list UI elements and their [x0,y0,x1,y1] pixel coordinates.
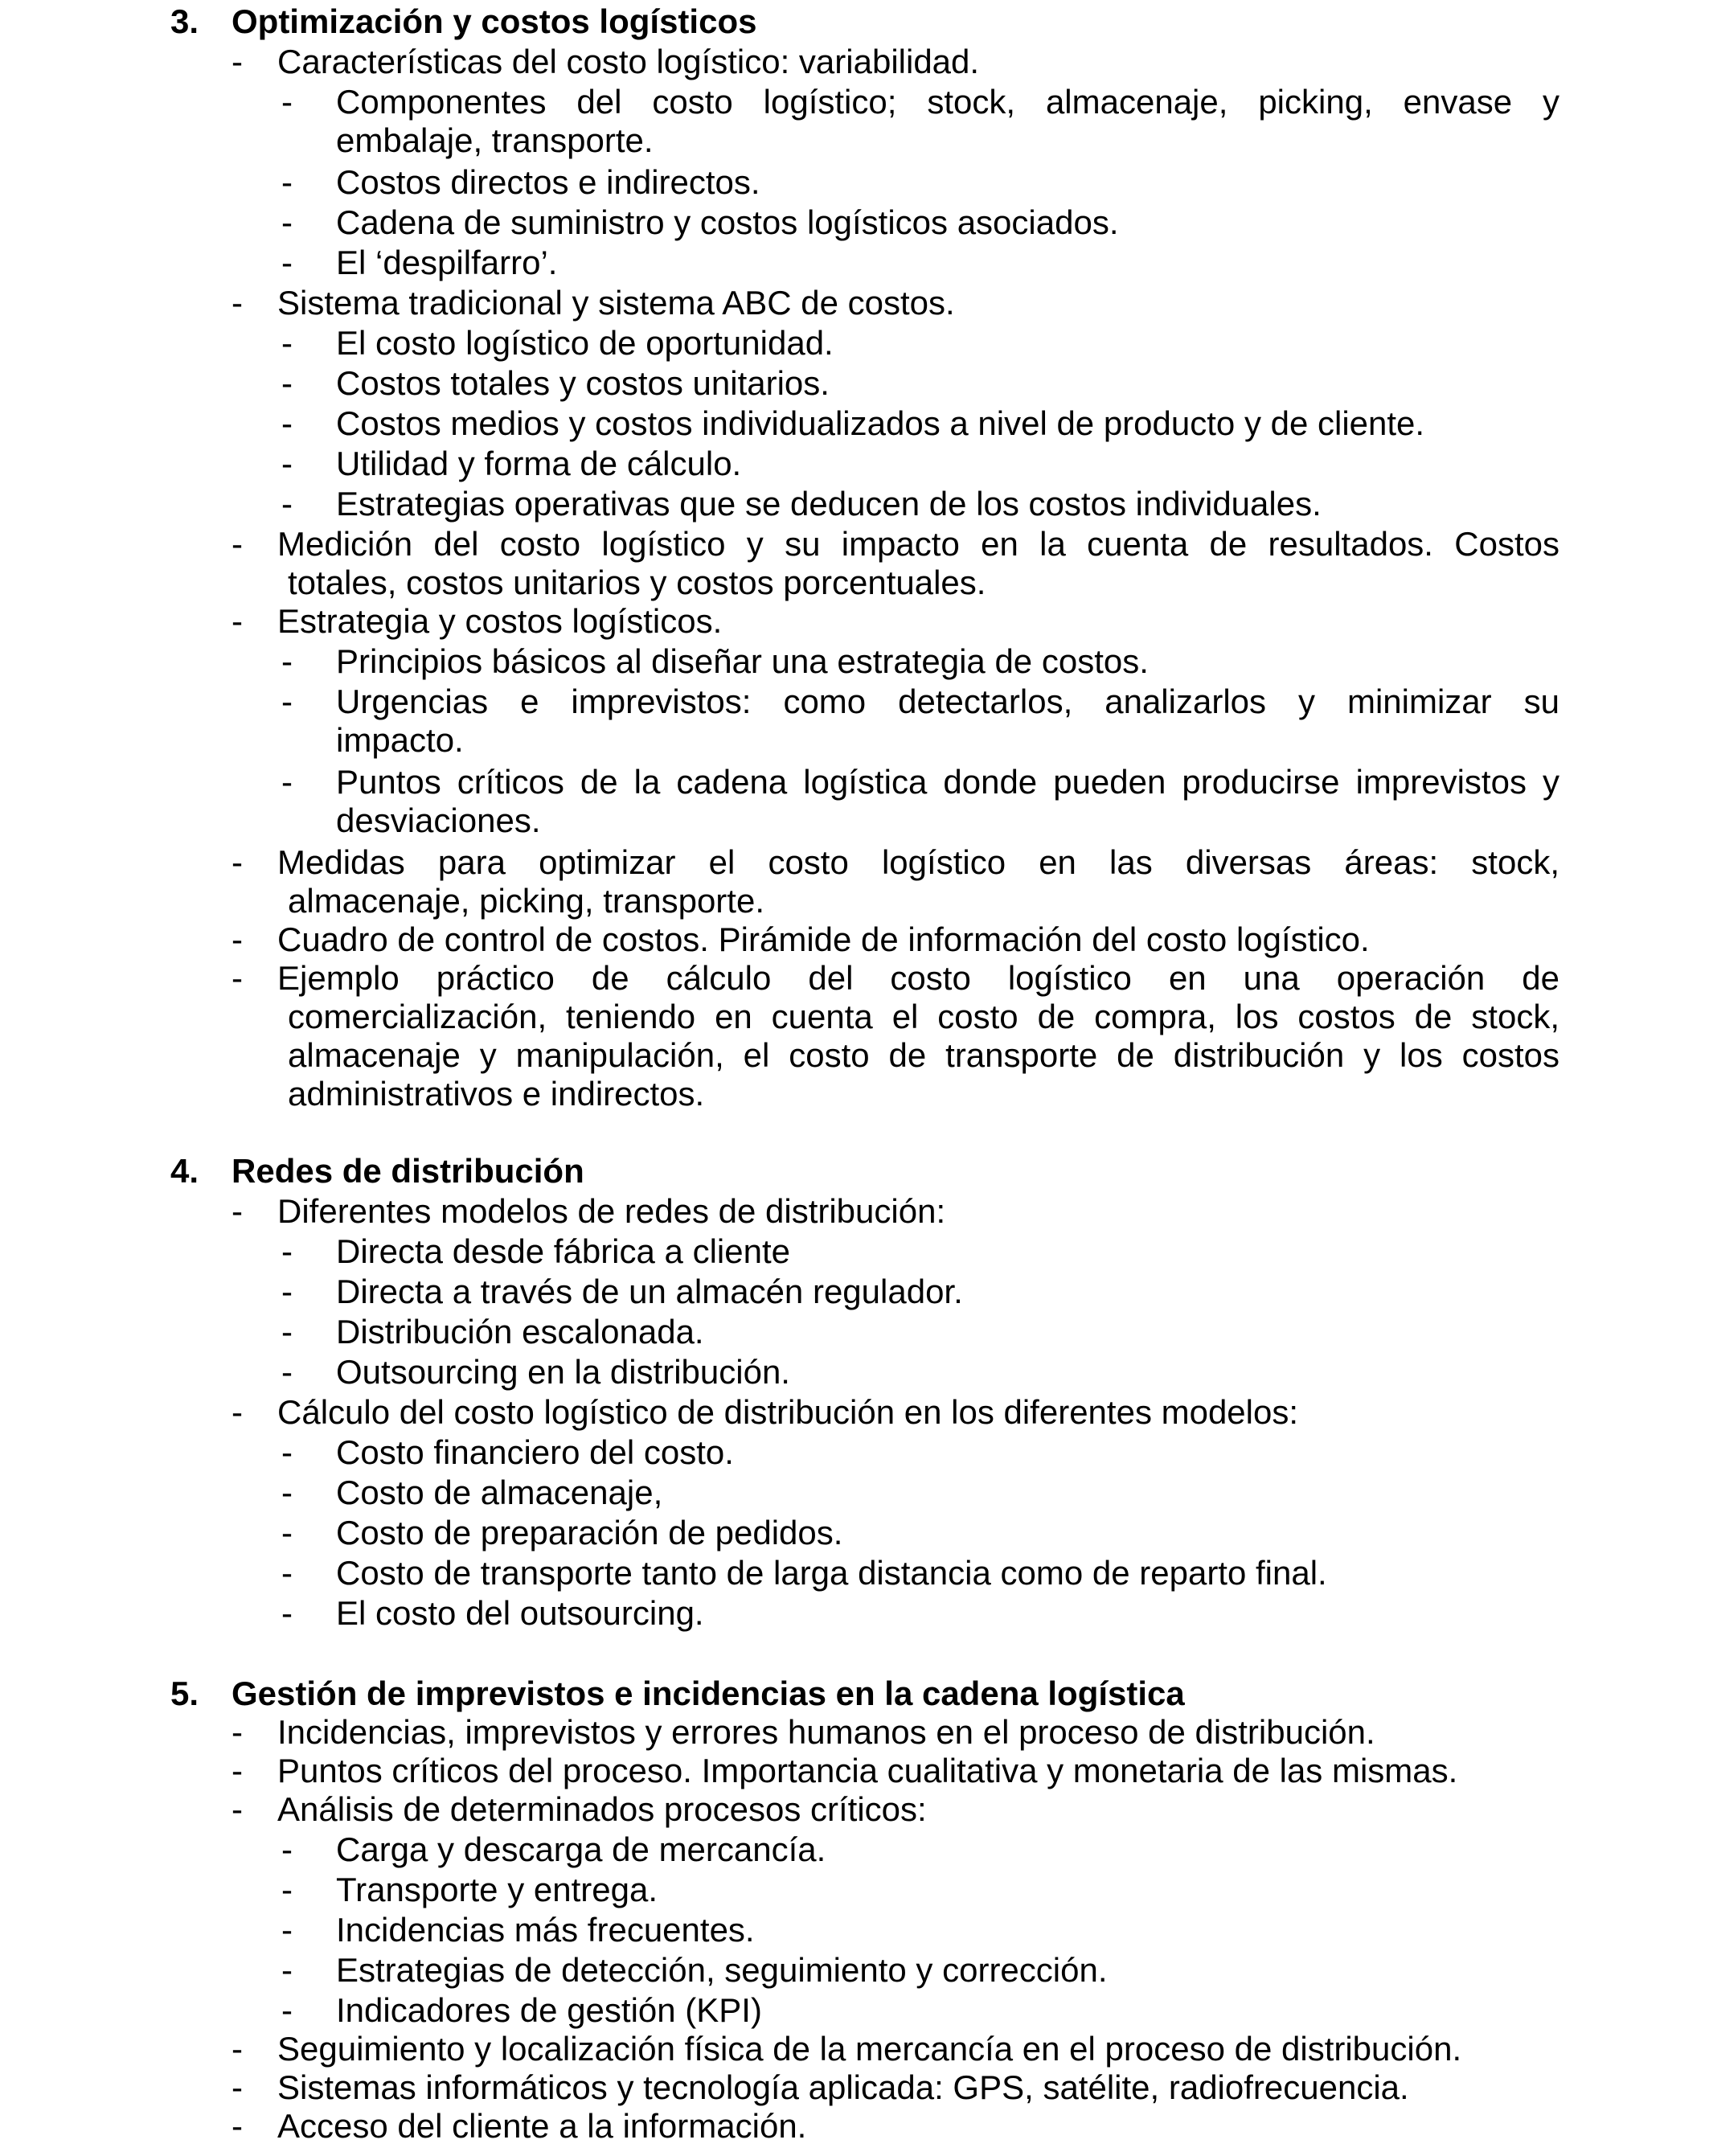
bullet-dash: - [281,1554,293,1592]
bullet-dash: - [281,642,293,680]
bullet-dash: - [232,525,243,563]
bullet-dash: - [281,244,293,281]
list-item-text: Utilidad y forma de cálculo. [336,445,742,482]
bullet-dash: - [232,1713,243,1751]
list-item-text: Costos medios y costos individualizados a nivel de producto y de cliente. [336,404,1425,442]
bullet-dash: - [232,2030,243,2068]
bullet-dash: - [232,1790,243,1828]
bullet-dash: - [281,1911,293,1949]
bullet-dash: - [281,83,293,121]
list-item-text: Transporte y entrega. [336,1871,658,1908]
list-item-text: Directa a través de un almacén regulador. [336,1273,963,1310]
list-item-text: Cálculo del costo logístico de distribución en los diferentes modelos: [277,1393,1299,1431]
bullet-dash: - [281,485,293,523]
list-item-text: Distribución escalonada. [336,1313,704,1351]
list-item-text: Outsourcing en la distribución. [336,1353,790,1391]
bullet-dash: - [232,1752,243,1789]
bullet-dash: - [232,2107,243,2145]
list-item-text: Estrategias operativas que se deducen de los costos individuales. [336,485,1322,523]
list-item-text: Ejemplo práctico de cálculo del costo logístico en una operación de [277,959,1559,997]
list-item-text: Componentes del costo logístico; stock, almacenaje, picking, envase y [336,83,1559,121]
bullet-dash: - [281,1433,293,1471]
list-item-text: Principios básicos al diseñar una estrategia de costos. [336,642,1149,680]
section-title: Redes de distribución [232,1152,584,1190]
list-item-text: Indicadores de gestión (KPI) [336,1991,762,2029]
list-item-text: Directa desde fábrica a cliente [336,1232,790,1270]
bullet-dash: - [281,1991,293,2029]
list-item-text: Puntos críticos de la cadena logística donde pueden producirse imprevistos y [336,763,1559,801]
section-number: 3. [170,2,199,40]
list-item-text: El ‘despilfarro’. [336,244,558,281]
list-item-continuation: impacto. [336,721,464,759]
section-title: Optimización y costos logísticos [232,2,757,40]
list-item-text: Costo financiero del costo. [336,1433,734,1471]
bullet-dash: - [232,284,243,322]
bullet-dash: - [232,2068,243,2106]
list-item-text: Urgencias e imprevistos: como detectarlos, analizarlos y minimizar su [336,682,1559,720]
list-item-continuation: administrativos e indirectos. [288,1075,705,1113]
bullet-dash: - [281,1273,293,1310]
list-item-text: Incidencias, imprevistos y errores humanos en el proceso de distribución. [277,1713,1375,1751]
list-item-text: Medición del costo logístico y su impacto en la cuenta de resultados. Costos [277,525,1559,563]
bullet-dash: - [281,763,293,801]
bullet-dash: - [281,324,293,362]
section-title: Gestión de imprevistos e incidencias en la cadena logística [232,1674,1185,1712]
list-item-text: El costo del outsourcing. [336,1594,704,1632]
bullet-dash: - [281,404,293,442]
bullet-dash: - [281,1313,293,1351]
list-item-text: Costos directos e indirectos. [336,163,760,201]
list-item-text: Estrategia y costos logísticos. [277,602,723,640]
list-item-text: Estrategias de detección, seguimiento y corrección. [336,1951,1108,1989]
bullet-dash: - [232,1393,243,1431]
list-item-continuation: totales, costos unitarios y costos porcentuales. [288,564,986,601]
bullet-dash: - [281,364,293,402]
list-item-text: Costo de transporte tanto de larga distancia como de reparto final. [336,1554,1327,1592]
list-item-text: Sistemas informáticos y tecnología aplicada: GPS, satélite, radiofrecuencia. [277,2068,1409,2106]
list-item-continuation: almacenaje, picking, transporte. [288,882,764,920]
bullet-dash: - [281,682,293,720]
bullet-dash: - [281,1951,293,1989]
list-item-text: Seguimiento y localización física de la mercancía en el proceso de distribución. [277,2030,1462,2068]
list-item-text: Análisis de determinados procesos críticos: [277,1790,927,1828]
list-item-text: Incidencias más frecuentes. [336,1911,755,1949]
list-item-text: Cadena de suministro y costos logísticos asociados. [336,203,1119,241]
list-item-text: Costo de preparación de pedidos. [336,1514,843,1551]
list-item-text: Sistema tradicional y sistema ABC de costos. [277,284,955,322]
list-item-text: Cuadro de control de costos. Pirámide de información del costo logístico. [277,920,1370,958]
list-item-text: Medidas para optimizar el costo logístico en las diversas áreas: stock, [277,843,1559,881]
bullet-dash: - [232,959,243,997]
section-number: 4. [170,1152,199,1190]
bullet-dash: - [281,203,293,241]
bullet-dash: - [232,602,243,640]
bullet-dash: - [281,1514,293,1551]
bullet-dash: - [281,1830,293,1868]
bullet-dash: - [232,843,243,881]
list-item-text: Acceso del cliente a la información. [277,2107,807,2145]
list-item-text: Diferentes modelos de redes de distribución: [277,1192,946,1230]
list-item-text: Costo de almacenaje, [336,1474,663,1511]
bullet-dash: - [232,920,243,958]
list-item-text: El costo logístico de oportunidad. [336,324,834,362]
section-number: 5. [170,1674,199,1712]
bullet-dash: - [281,445,293,482]
list-item-text: Costos totales y costos unitarios. [336,364,830,402]
list-item-continuation: comercialización, teniendo en cuenta el costo de compra, los costos de stock, [288,998,1559,1035]
bullet-dash: - [281,1871,293,1908]
list-item-continuation: embalaje, transporte. [336,121,654,159]
bullet-dash: - [281,1474,293,1511]
list-item-continuation: desviaciones. [336,801,541,839]
bullet-dash: - [281,1594,293,1632]
bullet-dash: - [232,1192,243,1230]
list-item-text: Puntos críticos del proceso. Importancia cualitativa y monetaria de las mismas. [277,1752,1458,1789]
bullet-dash: - [232,43,243,80]
bullet-dash: - [281,1353,293,1391]
bullet-dash: - [281,1232,293,1270]
list-item-text: Carga y descarga de mercancía. [336,1830,826,1868]
list-item-text: Características del costo logístico: variabilidad. [277,43,980,80]
bullet-dash: - [281,163,293,201]
list-item-continuation: almacenaje y manipulación, el costo de transporte de distribución y los costos [288,1036,1559,1074]
